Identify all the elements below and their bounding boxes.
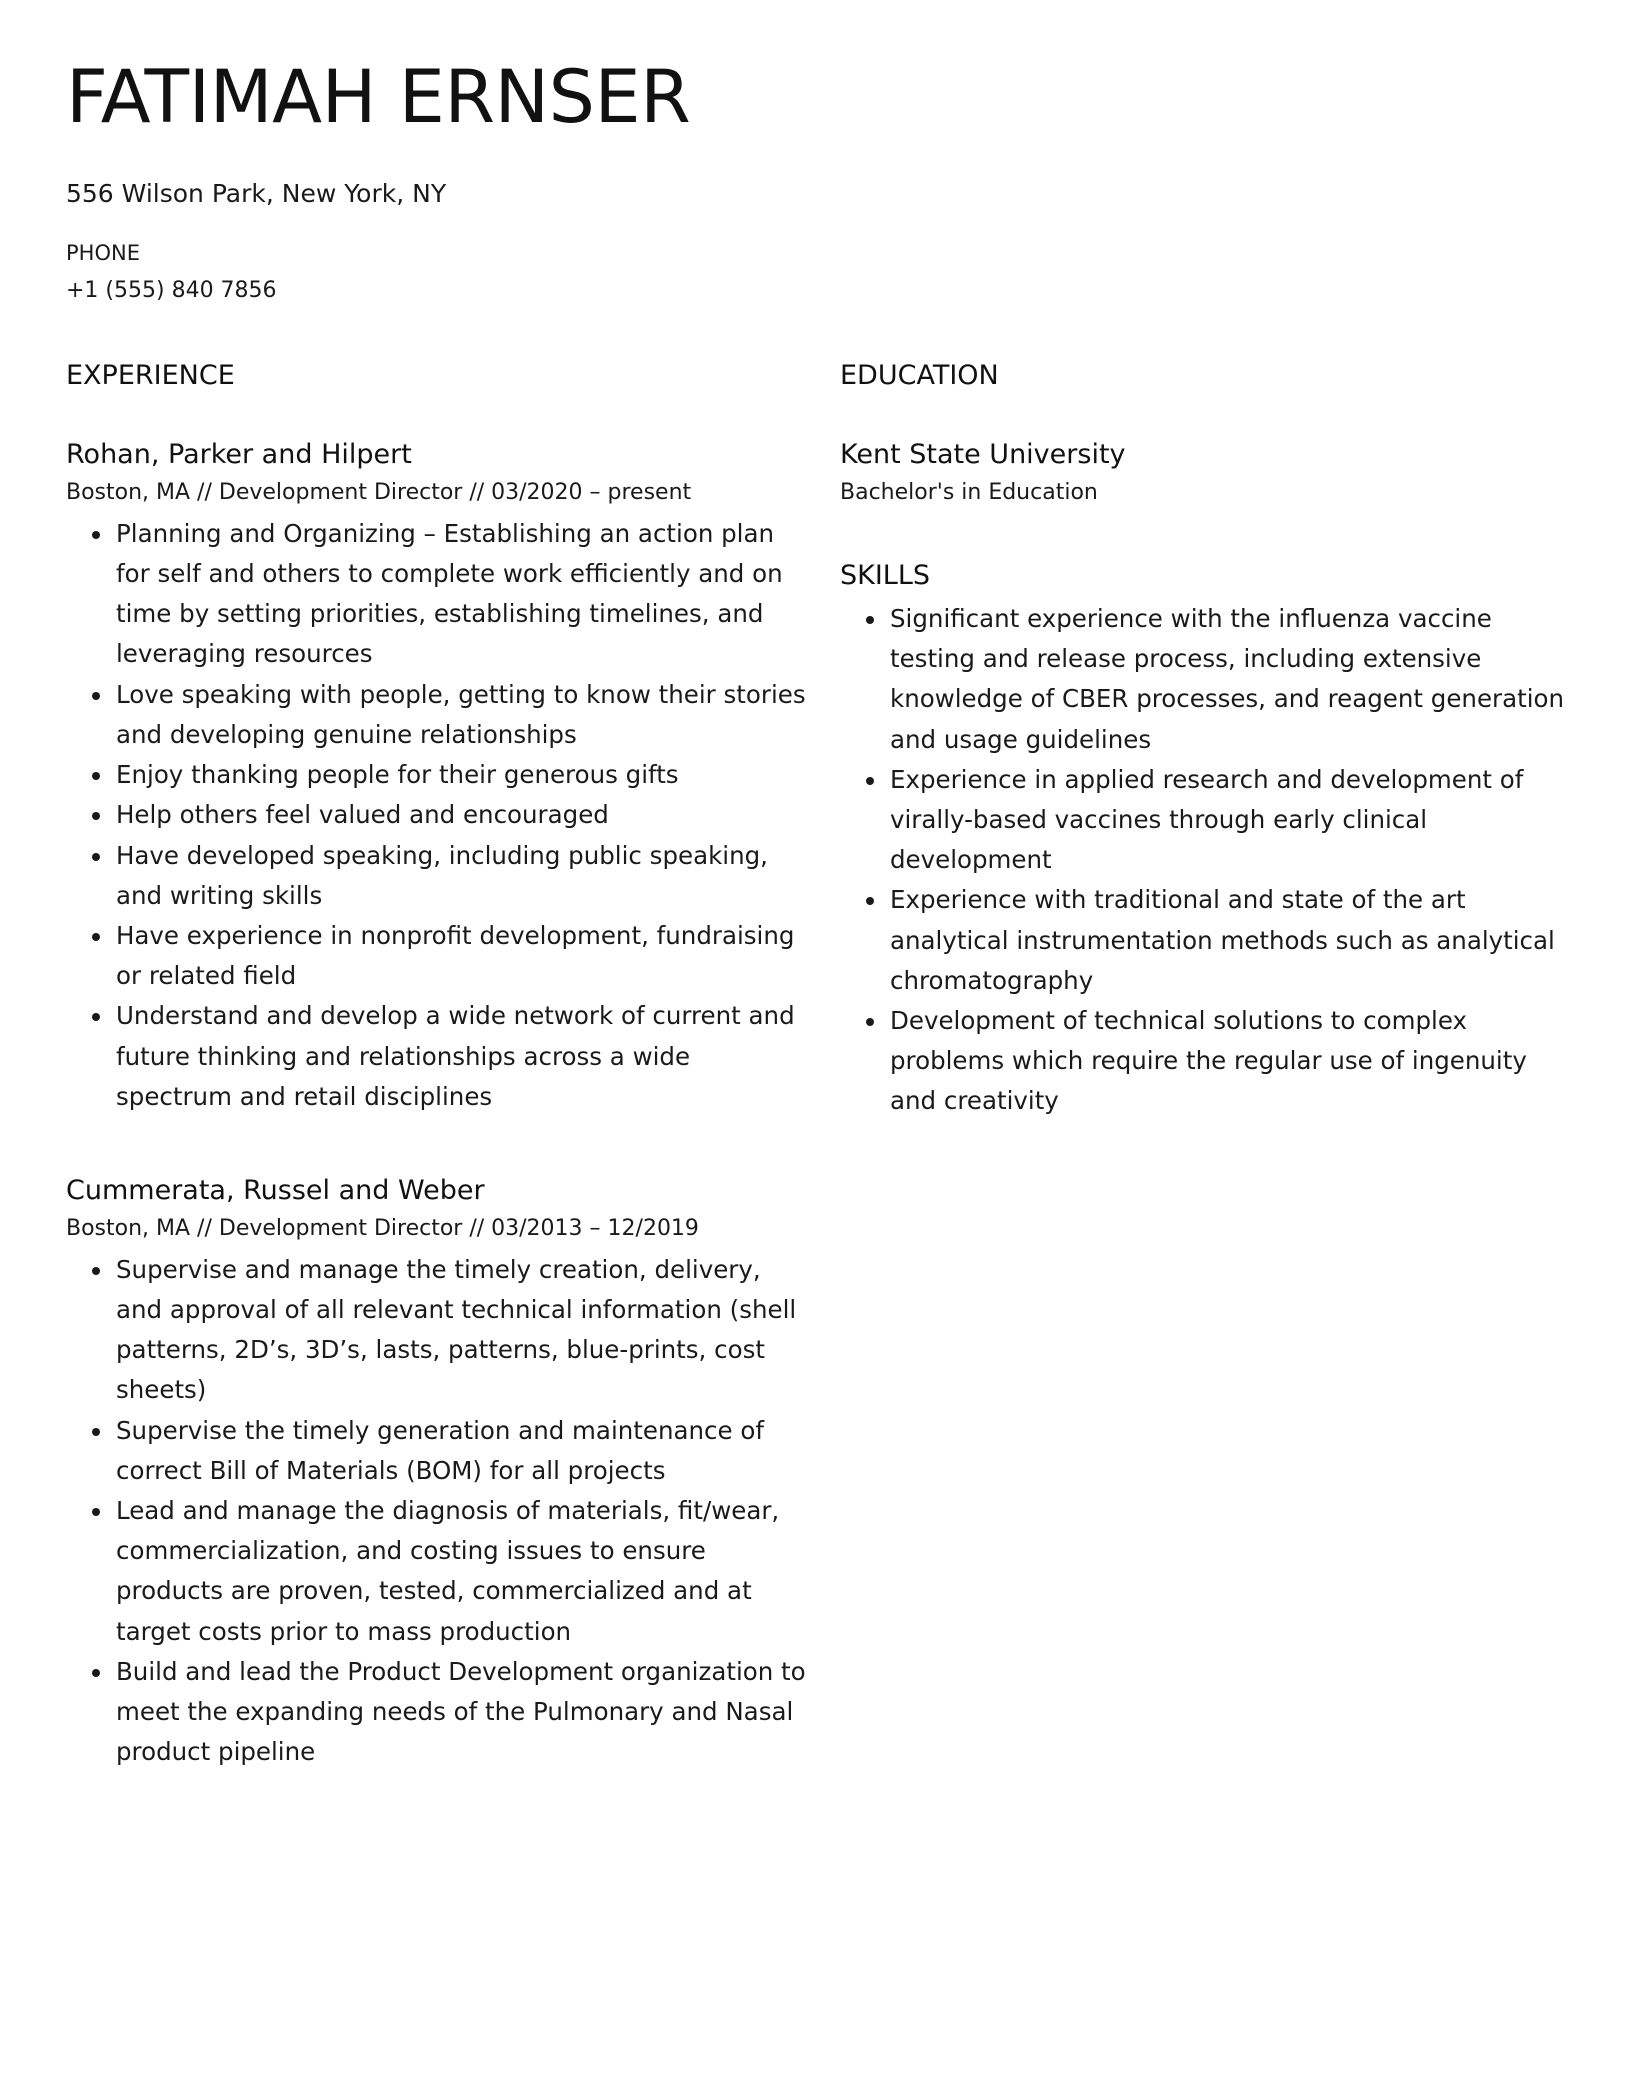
education-heading: EDUCATION	[840, 360, 999, 391]
job-bullet: • Enjoy thanking people for their generous gifts	[114, 755, 806, 795]
experience-heading: EXPERIENCE	[66, 360, 235, 391]
job-bullets	[66, 1250, 806, 1773]
skill-item: • Experience in applied research and development of virally-based vaccines through early clinical development	[888, 760, 1580, 881]
job-bullet: • Planning and Organizing – Establishing an action plan for self and others to complete work efficiently and on time by setting priorities, establishing timelines, and leveraging resources	[114, 514, 806, 675]
job-bullets	[66, 514, 806, 1117]
phone-number: +1 (555) 840 7856	[66, 278, 277, 303]
job-bullet: • Love speaking with people, getting to know their stories and developing genuine relationships	[114, 675, 806, 755]
skill-item: • Experience with traditional and state of the art analytical instrumentation methods such as analytical chromatography	[888, 880, 1580, 1001]
address: 556 Wilson Park, New York, NY	[66, 179, 447, 208]
job-company: Cummerata, Russel and Weber	[66, 1174, 485, 1206]
candidate-name: FATIMAH ERNSER	[66, 55, 691, 140]
job-bullet: • Supervise the timely generation and maintenance of correct Bill of Materials (BOM) for all projects	[114, 1411, 806, 1491]
skills-list	[840, 599, 1580, 1122]
education-degree: Bachelor's in Education	[840, 480, 1098, 506]
education-school: Kent State University	[840, 439, 1126, 471]
job-bullet: • Help others feel valued and encouraged	[114, 795, 806, 835]
job-bullet: • Build and lead the Product Development organization to meet the expanding needs of the Pulmonary and Nasal product pipeline	[114, 1652, 806, 1773]
skill-item: • Development of technical solutions to complex problems which require the regular use of ingenuity and creativity	[888, 1001, 1580, 1122]
job-entry	[66, 1173, 806, 1772]
job-meta: Boston, MA // Development Director // 03/2013 – 12/2019	[66, 1216, 699, 1242]
job-bullet: • Have experience in nonprofit development, fundraising or related field	[114, 916, 806, 996]
skills-heading: SKILLS	[840, 559, 931, 591]
experience-column	[66, 358, 806, 1772]
job-company: Rohan, Parker and Hilpert	[66, 439, 412, 471]
job-bullet: • Have developed speaking, including public speaking, and writing skills	[114, 836, 806, 916]
job-entry	[66, 437, 806, 1117]
skill-item: • Significant experience with the influenza vaccine testing and release process, including extensive knowledge of CBER processes, and reagent generation and usage guidelines	[888, 599, 1580, 760]
education-skills-column	[840, 358, 1580, 1122]
job-bullet: • Lead and manage the diagnosis of materials, fit/wear, commercialization, and costing issues to ensure products are proven, tested, commercialized and at target costs prior to mass production	[114, 1491, 806, 1652]
job-bullet: • Understand and develop a wide network of current and future thinking and relationships across a wide spectrum and retail disciplines	[114, 996, 806, 1117]
job-meta: Boston, MA // Development Director // 03/2020 – present	[66, 480, 692, 506]
education-entry	[840, 437, 1580, 508]
phone-label: PHONE	[66, 241, 140, 265]
job-bullet: • Supervise and manage the timely creation, delivery, and approval of all relevant technical information (shell patterns, 2D’s, 3D’s, lasts, patterns, blue-prints, cost sheets)	[114, 1250, 806, 1411]
